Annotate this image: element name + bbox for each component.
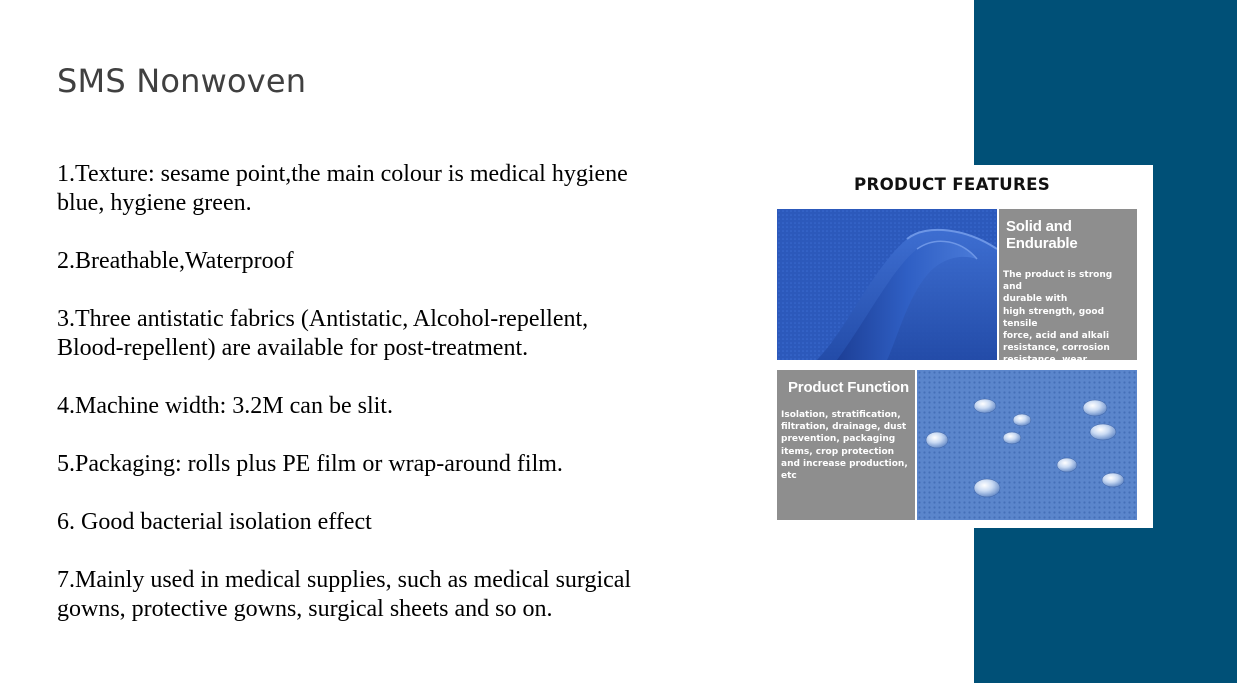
feature-point-width: 4.Machine width: 3.2M can be slit. xyxy=(57,393,393,419)
water-droplets-image xyxy=(917,370,1137,520)
feature-point-antistatic: 3.Three antistatic fabrics (Antistatic, Alcohol-repellent, Blood-repellent) are available for post-treatment. xyxy=(57,306,589,361)
slide-title: SMS Nonwoven xyxy=(57,62,307,100)
solid-endurable-title: Solid and Endurable xyxy=(1006,218,1078,252)
feature-point-bacterial: 6. Good bacterial isolation effect xyxy=(57,509,372,535)
feature-point-packaging: 5.Packaging: rolls plus PE film or wrap-around film. xyxy=(57,451,563,477)
product-function-title: Product Function xyxy=(788,379,909,396)
feature-point-usage: 7.Mainly used in medical supplies, such as medical surgical gowns, protective gowns, surgical sheets and so on. xyxy=(57,567,632,622)
feature-point-texture: 1.Texture: sesame point,the main colour is medical hygiene blue, hygiene green. xyxy=(57,161,628,216)
product-function-text: Isolation, stratification, filtration, drainage, dust prevention, packaging items, crop protection and increase production, etc xyxy=(781,410,908,482)
product-features-card xyxy=(771,165,1153,528)
features-list xyxy=(57,160,657,653)
card-heading: PRODUCT FEATURES xyxy=(853,175,1051,195)
solid-endurable-panel xyxy=(999,209,1137,366)
fabric-fold-image xyxy=(777,209,997,360)
product-function-panel xyxy=(777,370,915,520)
solid-endurable-text: The product is strong and durable with high strength, good tensile force, acid and alkali resistance, corrosion resistance, wear xyxy=(1003,270,1113,366)
feature-point-breathable: 2.Breathable,Waterproof xyxy=(57,248,294,274)
